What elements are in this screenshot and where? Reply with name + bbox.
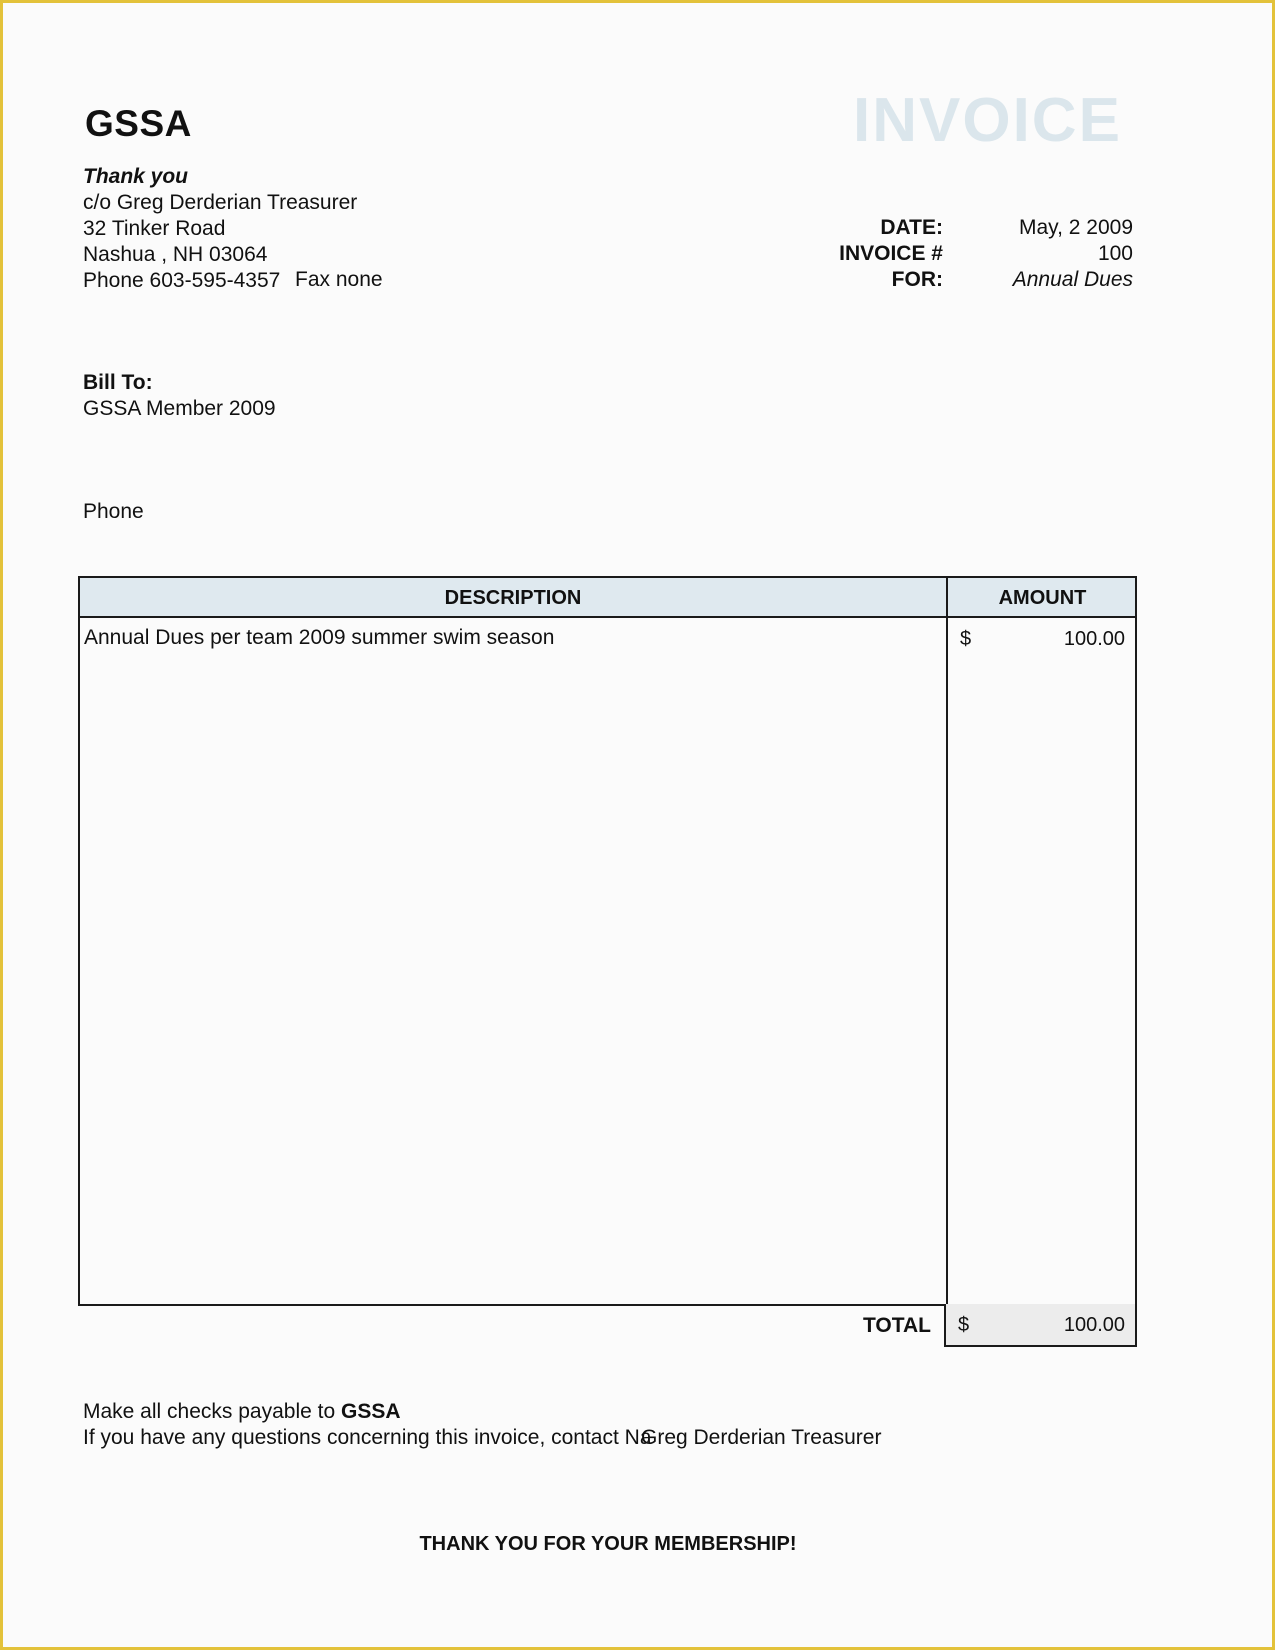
table-header — [80, 578, 1135, 618]
line-items-table — [78, 576, 1137, 1306]
checks-payee: GSSA — [340, 1400, 401, 1423]
for-label: FOR: — [891, 268, 943, 291]
amount-column-header: AMOUNT — [998, 587, 1087, 609]
checks-payable-text: Make all checks payable to — [83, 1400, 336, 1423]
line-item-amount: 100.00 — [1063, 628, 1125, 650]
sender-street: 32 Tinker Road — [83, 217, 226, 240]
line-item-description: Annual Dues per team 2009 summer swim season — [84, 626, 555, 649]
bill-to-name: GSSA Member 2009 — [83, 397, 276, 420]
date-value: May, 2 2009 — [1018, 216, 1133, 239]
for-value: Annual Dues — [1012, 268, 1133, 291]
date-label: DATE: — [880, 216, 943, 239]
sender-tagline: Thank you — [83, 165, 189, 188]
questions-note: If you have any questions concerning this invoice, contact Na — [83, 1426, 652, 1449]
bill-to-label: Bill To: — [83, 371, 153, 394]
invoice-title: INVOICE — [853, 86, 1122, 155]
column-divider — [946, 578, 948, 1304]
questions-contact: Greg Derderian Treasurer — [641, 1426, 882, 1449]
checks-payable-note — [83, 1400, 401, 1424]
total-currency: $ — [958, 1314, 970, 1336]
total-box — [944, 1304, 1137, 1347]
sender-phone: Phone 603-595-4357 — [83, 269, 281, 292]
line-item-currency: $ — [960, 628, 972, 650]
sender-fax: Fax none — [295, 268, 383, 291]
bill-to-phone-label: Phone — [83, 500, 144, 523]
company-name: GSSA — [85, 103, 192, 144]
thank-you-message: THANK YOU FOR YOUR MEMBERSHIP! — [419, 1533, 797, 1555]
invoice-number-value: 100 — [1097, 242, 1133, 265]
invoice-number-label: INVOICE # — [839, 242, 943, 265]
total-label: TOTAL — [862, 1314, 931, 1337]
sender-contact: c/o Greg Derderian Treasurer — [83, 191, 358, 214]
description-column-header: DESCRIPTION — [444, 587, 582, 609]
sender-city: Nashua , NH 03064 — [83, 243, 268, 266]
total-amount: 100.00 — [1063, 1314, 1125, 1336]
